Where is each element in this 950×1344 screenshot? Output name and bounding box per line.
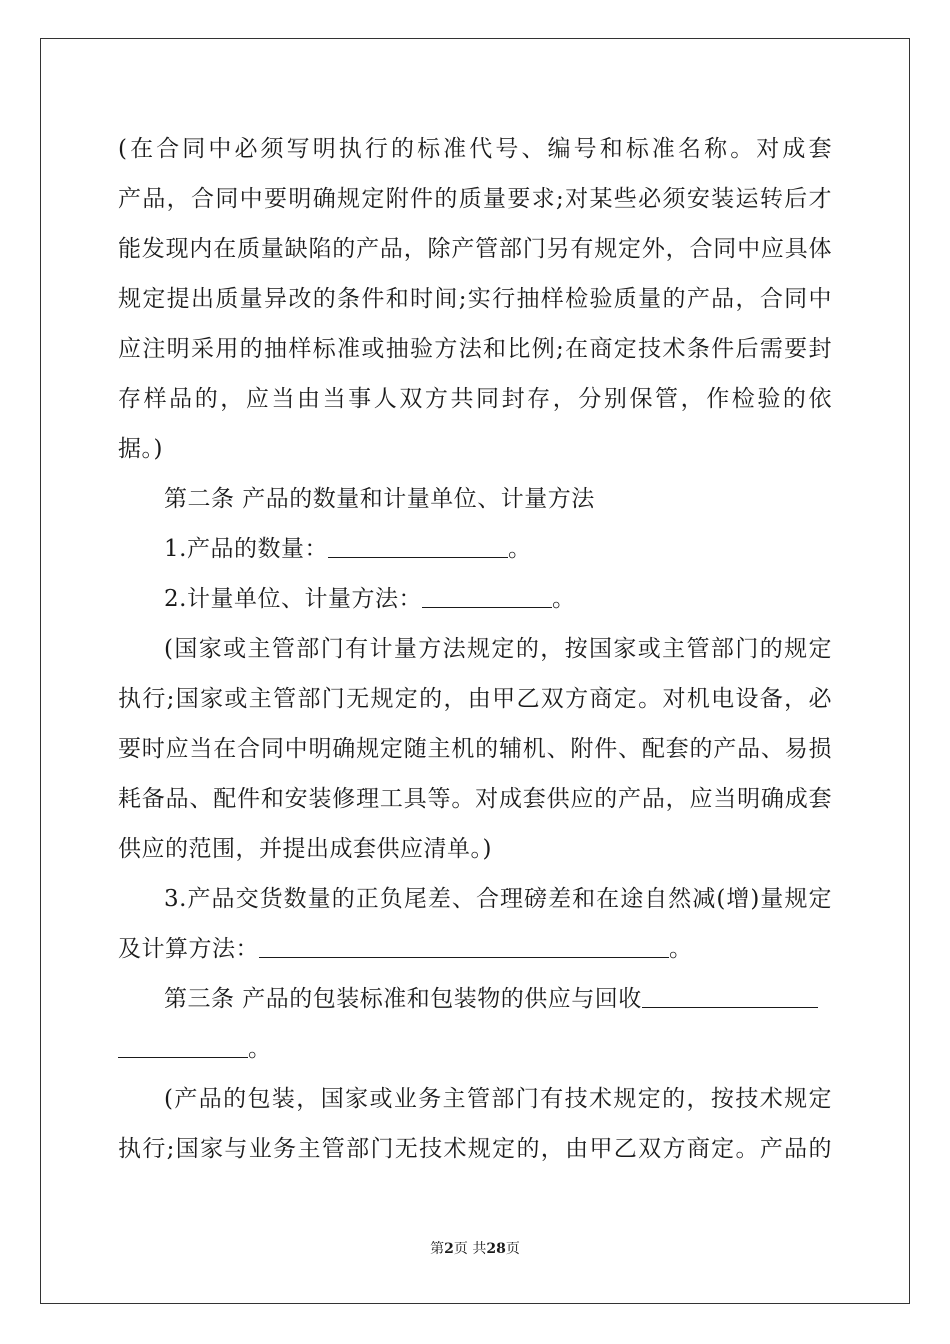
paragraph-line: 要时应当在合同中明确规定随主机的辅机、附件、配套的产品、易损 [118, 736, 832, 762]
field-suffix: 。 [551, 586, 576, 612]
page-border [40, 38, 910, 1304]
article-heading [164, 984, 818, 1014]
blank-field[interactable] [118, 1035, 248, 1058]
footer-text: 第 [430, 1241, 445, 1257]
fill-in-line [118, 934, 693, 964]
paragraph-line: 存样品的，应当由当事人双方共同封存，分别保管，作检验的依 [118, 386, 832, 412]
field-suffix: 。 [248, 1036, 272, 1062]
paragraph-line: 3.产品交货数量的正负尾差、合理磅差和在途自然减(增)量规定 [164, 886, 832, 912]
paragraph-line: 据。) [118, 436, 163, 462]
blank-field[interactable] [422, 585, 552, 608]
paragraph-line: (在合同中必须写明执行的标准代号、编号和标准名称。对成套 [118, 136, 832, 162]
blank-field[interactable] [328, 535, 508, 558]
footer-text: 页 [505, 1241, 520, 1257]
paragraph-line: 产品，合同中要明确规定附件的质量要求;对某些必须安装运转后才 [118, 186, 832, 212]
paragraph-line: 供应的范围，并提出成套供应清单。) [118, 836, 492, 862]
fill-in-line [164, 534, 531, 564]
paragraph-line: 能发现内在质量缺陷的产品，除产管部门另有规定外，合同中应具体 [118, 236, 832, 262]
field-label: 及计算方法： [118, 936, 259, 962]
paragraph-line: (产品的包装，国家或业务主管部门有技术规定的，按技术规定 [164, 1086, 832, 1112]
field-label: 2.计量单位、计量方法： [164, 586, 422, 612]
paragraph-line: 执行;国家与业务主管部门无技术规定的，由甲乙双方商定。产品的 [118, 1136, 832, 1162]
current-page-number: 2 [444, 1241, 454, 1257]
paragraph-line: (国家或主管部门有计量方法规定的，按国家或主管部门的规定 [164, 636, 832, 662]
article-heading: 第二条 产品的数量和计量单位、计量方法 [164, 486, 595, 512]
paragraph-line: 执行;国家或主管部门无规定的，由甲乙双方商定。对机电设备，必 [118, 686, 832, 712]
paragraph-line: 耗备品、配件和安装修理工具等。对成套供应的产品，应当明确成套 [118, 786, 832, 812]
field-suffix: 。 [669, 936, 693, 962]
footer-text: 页 共 [453, 1241, 487, 1257]
page-footer [0, 1240, 950, 1258]
paragraph-line: 应注明采用的抽样标准或抽验方法和比例;在商定技术条件后需要封 [118, 336, 832, 362]
blank-field[interactable] [642, 985, 818, 1008]
article-heading-text: 第三条 产品的包装标准和包装物的供应与回收 [164, 986, 642, 1012]
blank-field[interactable] [259, 935, 669, 958]
field-suffix: 。 [507, 536, 532, 562]
fill-in-line [118, 1034, 272, 1064]
paragraph-line: 规定提出质量异改的条件和时间;实行抽样检验质量的产品，合同中 [118, 286, 832, 312]
field-label: 1.产品的数量： [164, 536, 328, 562]
fill-in-line [164, 584, 575, 614]
total-pages-number: 28 [486, 1241, 506, 1257]
